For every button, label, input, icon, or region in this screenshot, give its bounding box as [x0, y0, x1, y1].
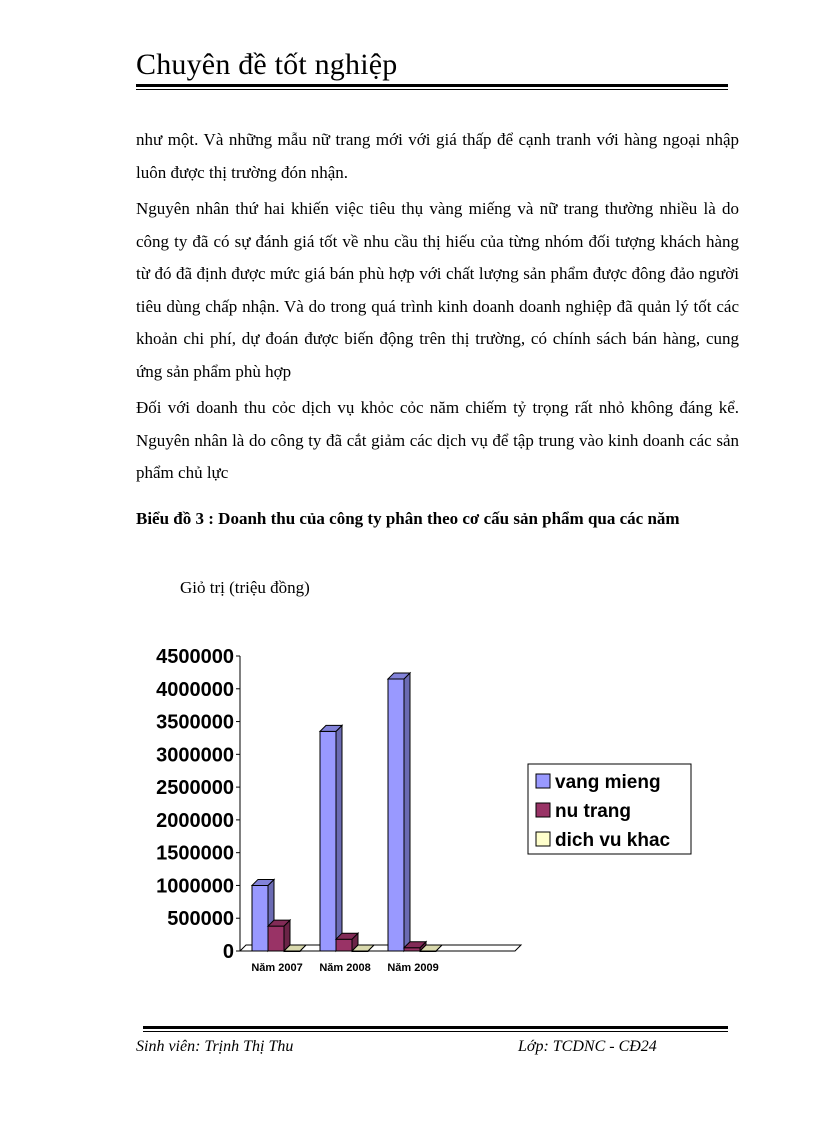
y-tick-label: 3500000: [156, 711, 234, 734]
header-rule-thin: [136, 89, 728, 90]
y-tick-label: 4000000: [156, 678, 234, 701]
header-rule-thick: [136, 84, 728, 87]
figure-caption: Biểu đồ 3 : Doanh thu của công ty phân theo cơ cấu sản phẩm qua các năm: [136, 509, 680, 528]
footer-class: Lớp: TCDNC - CĐ24: [518, 1038, 657, 1055]
legend-label: vang mieng: [555, 772, 661, 793]
x-tick-label: Năm 2007: [251, 962, 303, 974]
revenue-bar-chart: [130, 640, 710, 980]
y-tick-label: 0: [222, 941, 234, 963]
y-tick-label: 4500000: [156, 646, 234, 668]
x-tick-label: Năm 2008: [319, 962, 371, 974]
bar-vang-mieng: [252, 885, 268, 951]
page-header-title: Chuyên đề tốt nghiệp: [136, 48, 398, 81]
bar-side: [404, 673, 410, 951]
bar-vang-mieng: [320, 731, 336, 951]
paragraph-1: như một. Và những mẫu nữ trang mới với giá thấp để cạnh tranh với hàng ngoại nhập luôn được thị trường đón nhận.: [136, 130, 739, 182]
legend-swatch: [536, 774, 550, 788]
y-tick-label: 1500000: [156, 842, 234, 865]
bar-nu-trang: [268, 926, 284, 951]
legend-swatch: [536, 803, 550, 817]
footer-student: Sinh viên: Trịnh Thị Thu: [136, 1038, 294, 1055]
x-tick-label: Năm 2009: [387, 962, 439, 974]
y-tick-label: 3000000: [156, 744, 234, 767]
footer-rule-thick: [143, 1026, 728, 1029]
body-text: [136, 124, 739, 494]
y-tick-label: 500000: [167, 908, 234, 931]
y-tick-label: 2500000: [156, 777, 234, 800]
bar-vang-mieng: [388, 679, 404, 951]
bar-nu-trang: [336, 939, 352, 951]
bar-side: [336, 725, 342, 951]
legend-label: nu trang: [555, 801, 631, 822]
y-tick-label: 1000000: [156, 875, 234, 898]
paragraph-3: Đối với doanh thu cỏc dịch vụ khỏc cỏc năm chiếm tỷ trọng rất nhỏ không đáng kể. Nguyên nhân là do công ty đã cắt giảm các dịch vụ để tập trung vào kinh doanh các sản phẩm chủ lực: [136, 398, 739, 482]
chart-unit-label: Giỏ trị (triệu đồng): [180, 578, 310, 597]
legend-swatch: [536, 832, 550, 846]
footer-rule-thin: [143, 1031, 728, 1032]
y-tick-label: 2000000: [156, 809, 234, 832]
paragraph-2: Nguyên nhân thứ hai khiến việc tiêu thụ vàng miếng và nữ trang thường nhiều là do công ty đã có sự đánh giá tốt về nhu cầu thị hiếu của từng nhóm đối tượng khách hàng từ đó đã định được mức giá bán phù hợp với chất lượng sản phẩm được đông đảo người tiêu dùng chấp nhận. Và do trong quá trình kinh doanh doanh nghiệp đã quản lý tốt các khoản chi phí, dự đoán được biến động trên thị trường, có chính sách bán hàng, cung ứng sản phẩm phù hợp: [136, 199, 739, 381]
legend-label: dich vu khac: [555, 830, 671, 851]
